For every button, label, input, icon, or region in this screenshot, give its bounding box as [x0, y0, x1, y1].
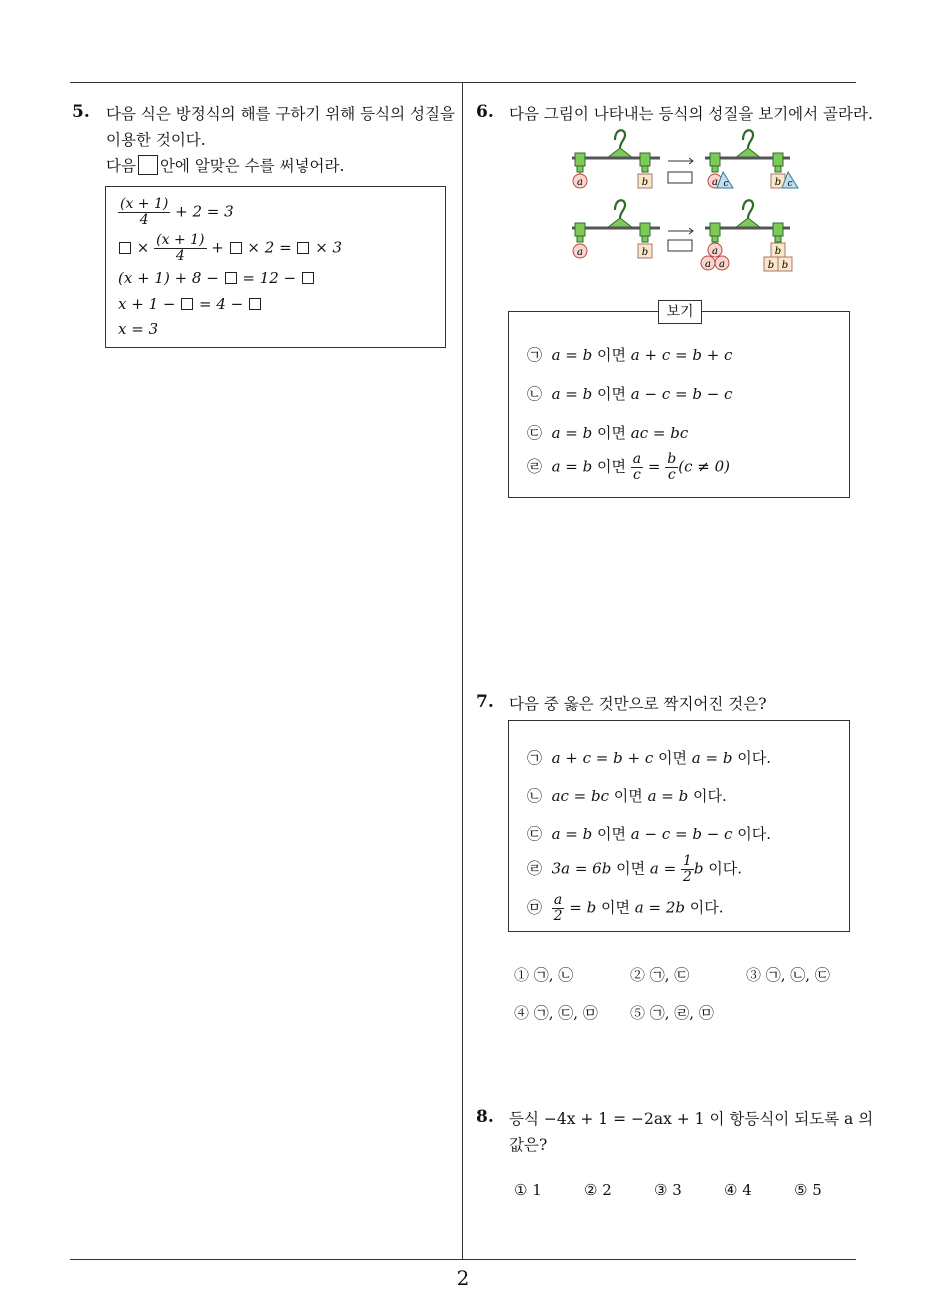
q6-item-4: ㉣ a = b 이면 $\frac{a}{c}$ = $\frac{b}{c}$ (c ≠ 0) — [527, 451, 730, 483]
q7-item-5: ㉤ $\frac{a}{2}$ = b 이면 a = 2b 이다. — [527, 892, 724, 924]
hanger-2-right — [701, 200, 792, 271]
balance-hanger-figure — [560, 128, 820, 278]
q7-item-2: ㉡ ac = bc 이면 a = b 이다. — [527, 787, 727, 805]
q8-text — [509, 1106, 873, 1158]
top-rule — [70, 82, 856, 83]
svg-text:c: c — [787, 179, 793, 189]
q7-item-4: ㉣ 3a = 6b 이면 a = $\frac{1}{2}$ b 이다. — [527, 853, 742, 885]
q5-step2: × $\frac{(x + 1)}{4}$ + × 2 = × 3 — [118, 233, 342, 264]
svg-text:a: a — [719, 259, 725, 270]
q6-number: 6. — [476, 102, 494, 122]
fraction: $\frac{a}{c}$ — [632, 451, 642, 483]
q8-choice-4[interactable]: ④ 4 — [724, 1181, 752, 1199]
q8-choice-2[interactable]: ② 2 — [584, 1181, 612, 1199]
svg-text:c: c — [723, 179, 729, 189]
page-number: 2 — [456, 1266, 470, 1290]
bogi-label: 보기 — [658, 300, 702, 324]
q7-number: 7. — [476, 692, 494, 712]
svg-text:a: a — [577, 177, 583, 188]
q7-statement-box — [508, 720, 850, 932]
svg-text:b: b — [774, 177, 782, 188]
q8-choice-5[interactable]: ⑤ 5 — [794, 1181, 822, 1199]
blank-square-icon — [138, 155, 158, 175]
blank-answer-box[interactable] — [668, 172, 692, 183]
hanger-1-left — [572, 130, 660, 188]
q8-line1: 등식 −4x + 1 = −2ax + 1 이 항등식이 되도록 a 의 — [509, 1110, 874, 1128]
q7-choice-4[interactable]: ④ ㉠, ㉢, ㉤ — [514, 1004, 598, 1022]
q6-item-1: ㉠ a = b 이면 a + c = b + c — [527, 346, 733, 364]
q7-item-3: ㉢ a = b 이면 a − c = b − c 이다. — [527, 825, 771, 843]
q7-choice-3[interactable]: ③ ㉠, ㉡, ㉢ — [746, 966, 830, 984]
q7-choice-5[interactable]: ⑤ ㉠, ㉣, ㉤ — [630, 1004, 714, 1022]
blank-square-icon[interactable] — [119, 242, 131, 254]
column-divider — [462, 82, 463, 1259]
q6-item-2: ㉡ a = b 이면 a − c = b − c — [527, 385, 733, 403]
q8-line2: 값은? — [509, 1136, 548, 1154]
q8-choice-1[interactable]: ① 1 — [514, 1181, 542, 1199]
q6-bogi-box — [508, 311, 850, 498]
bottom-rule — [70, 1259, 856, 1260]
blank-square-icon[interactable] — [302, 272, 314, 284]
q5-line1: 다음 식은 방정식의 해를 구하기 위해 등식의 성질을 — [106, 105, 455, 123]
q7-text: 다음 중 옳은 것만으로 짝지어진 것은? — [509, 695, 767, 713]
q8-choice-3[interactable]: ③ 3 — [654, 1181, 682, 1199]
hanger-2-left — [572, 200, 660, 258]
q5-step3: (x + 1) + 8 − = 12 − — [118, 269, 315, 287]
q7-choice-2[interactable]: ② ㉠, ㉢ — [630, 966, 690, 984]
blank-answer-box[interactable] — [668, 240, 692, 251]
svg-text:a: a — [712, 246, 718, 257]
svg-text:a: a — [705, 259, 711, 270]
fraction: $\frac{a}{2}$ — [553, 892, 563, 924]
q6-text: 다음 그림이 나타내는 등식의 성질을 보기에서 골라라. — [509, 105, 873, 123]
q5-line3-pre: 다음 — [106, 157, 136, 175]
svg-text:b: b — [767, 260, 775, 271]
svg-text:b: b — [641, 247, 649, 258]
q8-number: 8. — [476, 1107, 494, 1127]
q5-line2: 이용한 것이다. — [106, 131, 206, 149]
svg-text:b: b — [781, 260, 789, 271]
svg-text:b: b — [774, 246, 782, 257]
q5-equation-box — [105, 186, 446, 348]
q5-number: 5. — [72, 102, 90, 122]
fraction: $\frac{b}{c}$ — [667, 451, 677, 483]
fraction: $\frac{(x + 1)}{4}$ — [156, 232, 205, 264]
q5-line3 — [106, 153, 455, 179]
q5-step5: x = 3 — [118, 320, 159, 338]
q5-step1: $\frac{(x + 1)}{4}$ + 2 = 3 — [120, 196, 234, 228]
q7-choice-1[interactable]: ① ㉠, ㉡ — [514, 966, 574, 984]
hanger-1-right — [705, 130, 798, 189]
blank-square-icon[interactable] — [297, 242, 309, 254]
svg-text:a: a — [712, 177, 718, 188]
q5-step4: x + 1 − = 4 − — [118, 295, 262, 313]
svg-text:a: a — [577, 247, 583, 258]
q5-line3-post: 안에 알맞은 수를 써넣어라. — [159, 157, 345, 175]
blank-square-icon[interactable] — [181, 298, 193, 310]
fraction: $\frac{1}{2}$ — [682, 853, 692, 885]
blank-square-icon[interactable] — [249, 298, 261, 310]
blank-square-icon[interactable] — [225, 272, 237, 284]
q6-item-3: ㉢ a = b 이면 ac = bc — [527, 424, 689, 442]
q5-text — [106, 101, 455, 179]
blank-square-icon[interactable] — [230, 242, 242, 254]
svg-text:b: b — [641, 177, 649, 188]
q7-item-1: ㉠ a + c = b + c 이면 a = b 이다. — [527, 749, 771, 767]
fraction: $\frac{(x + 1)}{4}$ — [120, 196, 169, 228]
